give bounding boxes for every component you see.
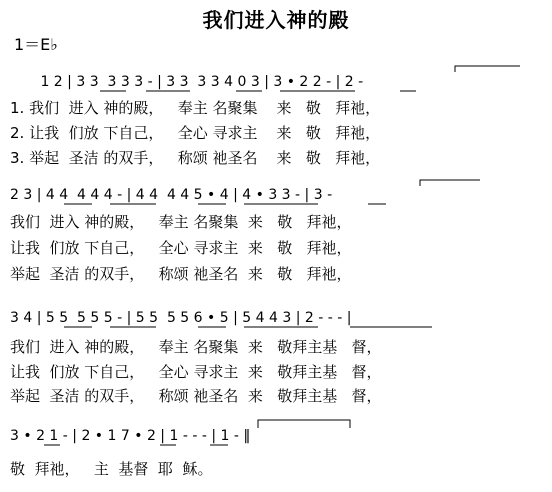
- lyric-line-3-2: 让我 们放 下自己， 全心 寻求主 来 敬拜主基 督，: [10, 363, 382, 381]
- lyric-line-1-1: 1. 我们 进入 神的殿， 奉主 名聚集 来 敬 拜祂，: [10, 99, 381, 117]
- notation-line-1: 1 2 | 3 3 3 3 3 - | 3 3 3 3 4 0 3 | 3 • 2 2 - | 2 -: [36, 74, 364, 90]
- lyric-line-2-3: 举起 圣洁 的双手， 称颂 祂圣名 来 敬 拜祂，: [10, 265, 352, 283]
- lyric-line-3-1: 我们 进入 神的殿， 奉主 名聚集 来 敬拜主基 督，: [10, 338, 382, 356]
- lyric-line-1-2: 2. 让我 们放 下自己， 全心 寻求主 来 敬 拜祂，: [10, 124, 381, 142]
- notation-line-3: 3 4 | 5 5 5 5 5 - | 5 5 5 5 6 • 5 | 5 4 4 3 | 2 - - - |: [10, 310, 352, 326]
- lyric-line-1-3: 3. 举起 圣洁 的双手， 称颂 祂圣名 来 敬 拜祂，: [10, 149, 381, 167]
- lyric-line-3-3: 举起 圣洁 的双手， 称颂 祂圣名 来 敬拜主基 督，: [10, 387, 382, 405]
- lyric-line-4-1: 敬 拜祂， 主 基督 耶 稣。: [10, 460, 213, 478]
- notation-line-4: 3 • 2 1 - | 2 • 1 7 • 2 | 1 - - - | 1 - ‖: [10, 428, 251, 444]
- lyric-line-2-2: 让我 们放 下自己， 全心 寻求主 来 敬 拜祂，: [10, 239, 352, 257]
- lyric-line-2-1: 我们 进入 神的殿， 奉主 名聚集 来 敬 拜祂，: [10, 213, 352, 231]
- song-title: 我们进入神的殿: [202, 8, 350, 32]
- notation-line-2: 2 3 | 4 4 4 4 4 - | 4 4 4 4 5 • 4 | 4 • 3 3 - | 3 -: [10, 187, 333, 203]
- key-signature: 1＝E♭: [14, 35, 58, 54]
